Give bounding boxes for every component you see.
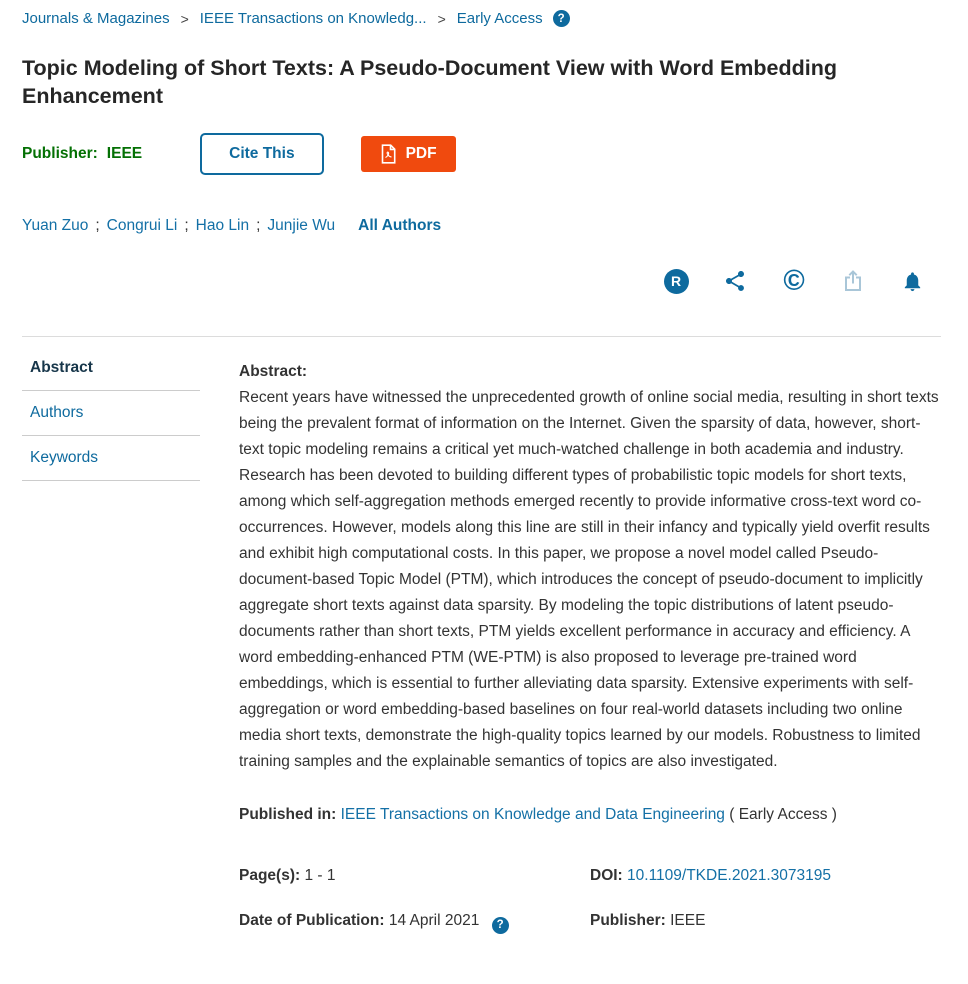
pdf-file-icon bbox=[380, 144, 397, 164]
abstract-text: Recent years have witnessed the unprecedented growth of online social media, resulting in short texts being the prevalent format of information on the Internet. Given the sparsity of data, however, short-text topic modeling remains a critical yet much-watched challenge in both academia and industry. Research has been devoted to building different types of probabilistic topic models for short texts, among which self-aggregation methods emerged recently to provide informative cross-text word co-occurrences. However, models along this line are still in their infancy and typically yield overfit results and exhibit high computational costs. In this paper, we propose a novel model called Pseudo-document-based Topic Model (PTM), which introduces the concept of pseudo-document to implicitly aggregate short texts against data sparsity. By modeling the topic distributions of latent pseudo-documents rather than short texts, PTM yields excellent performance in accuracy and efficiency. A word embedding-enhanced PTM (WE-PTM) is also proposed to leverage pre-trained word embeddings, which is essential to further alleviating data sparsity. Extensive experiments with self-aggregation or word embedding-based baselines on four real-world datasets including two online media short texts, demonstrate the high-quality topics learned by our models. Robustness to limited training samples and the explainable semantics of topics are also investigated. bbox=[239, 389, 939, 770]
breadcrumb-publication[interactable]: IEEE Transactions on Knowledg... bbox=[199, 10, 427, 27]
tab-keywords[interactable]: Keywords bbox=[22, 436, 200, 481]
publisher-value: IEEE bbox=[106, 145, 143, 162]
author-separator: ; bbox=[95, 217, 100, 234]
pdf-button[interactable] bbox=[361, 136, 456, 172]
pages-value: 1 - 1 bbox=[304, 867, 336, 884]
early-access-suffix: ( Early Access ) bbox=[729, 806, 837, 823]
author-separator: ; bbox=[256, 217, 261, 234]
alerts-bell-icon[interactable] bbox=[899, 268, 925, 294]
publisher-bottom-value: IEEE bbox=[670, 912, 706, 929]
cite-this-button[interactable]: Cite This bbox=[200, 133, 323, 175]
section-nav-sidebar bbox=[22, 346, 200, 934]
breadcrumb-journals-magazines[interactable]: Journals & Magazines bbox=[22, 10, 170, 27]
metadata-grid bbox=[239, 863, 941, 934]
doi-field bbox=[590, 863, 941, 889]
section-divider bbox=[22, 336, 941, 337]
copyright-icon[interactable]: © bbox=[783, 264, 805, 297]
publisher-label: Publisher: bbox=[22, 145, 98, 162]
help-icon[interactable]: ? bbox=[492, 917, 509, 934]
all-authors-link[interactable]: All Authors bbox=[358, 217, 442, 234]
registered-r-icon[interactable]: R bbox=[663, 268, 689, 294]
author-separator: ; bbox=[184, 217, 189, 234]
page-title: Topic Modeling of Short Texts: A Pseudo-Document View with Word Embedding Enhancement bbox=[22, 56, 838, 108]
journal-link[interactable]: IEEE Transactions on Knowledge and Data Engineering bbox=[340, 806, 725, 823]
publisher-bottom-label: Publisher: bbox=[590, 912, 666, 929]
pages-field bbox=[239, 863, 590, 889]
export-icon[interactable] bbox=[840, 268, 866, 294]
breadcrumb-separator: > bbox=[437, 10, 446, 27]
publication-date-field bbox=[239, 908, 590, 934]
publisher-actions-row bbox=[22, 133, 941, 175]
author-link[interactable]: Junjie Wu bbox=[267, 217, 336, 234]
pages-label: Page(s): bbox=[239, 867, 301, 884]
published-in-row bbox=[239, 802, 941, 828]
content-area bbox=[22, 346, 941, 934]
tab-abstract[interactable]: Abstract bbox=[22, 346, 200, 391]
publication-date-label: Date of Publication: bbox=[239, 912, 385, 929]
action-icons-row bbox=[22, 265, 941, 297]
publisher-field bbox=[590, 908, 941, 934]
published-in-label: Published in: bbox=[239, 806, 337, 823]
doi-link[interactable]: 10.1109/TKDE.2021.3073195 bbox=[627, 867, 831, 884]
help-icon[interactable]: ? bbox=[553, 10, 570, 27]
author-link[interactable]: Congrui Li bbox=[106, 217, 178, 234]
authors-row bbox=[22, 217, 941, 235]
breadcrumb-separator: > bbox=[180, 10, 189, 27]
breadcrumb bbox=[22, 10, 941, 27]
breadcrumb-early-access[interactable]: Early Access bbox=[456, 10, 543, 27]
pdf-button-label: PDF bbox=[405, 145, 437, 162]
author-link[interactable]: Yuan Zuo bbox=[22, 217, 89, 234]
article-main-column bbox=[239, 346, 941, 934]
share-icon[interactable] bbox=[722, 268, 748, 294]
abstract-heading: Abstract: bbox=[239, 363, 308, 380]
tab-authors[interactable]: Authors bbox=[22, 391, 200, 436]
author-link[interactable]: Hao Lin bbox=[195, 217, 250, 234]
publication-date-value: 14 April 2021 bbox=[388, 912, 480, 929]
doi-label: DOI: bbox=[590, 867, 623, 884]
